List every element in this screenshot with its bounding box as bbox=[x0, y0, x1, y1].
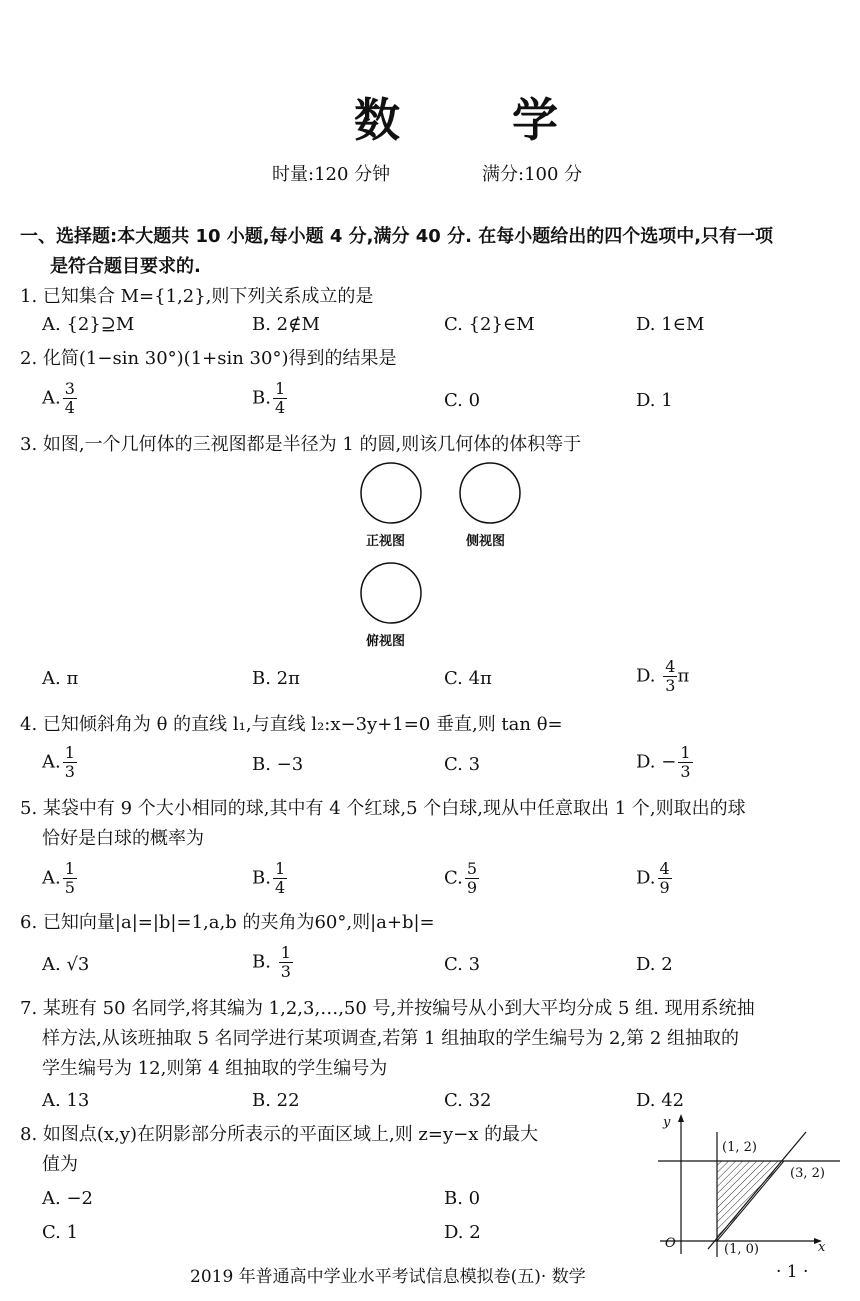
q1-option-b: B. 2∉M bbox=[252, 314, 320, 335]
front-view-label: 正视图 bbox=[366, 534, 406, 549]
section-heading-line1: 一、选择题:本大题共 10 小题,每小题 4 分,满分 40 分. 在每小题给出的四个选项中,只有一项 bbox=[20, 226, 774, 247]
origin-label: O bbox=[665, 1236, 676, 1251]
q3-stem: 3. 如图,一个几何体的三视图都是半径为 1 的圆,则该几何体的体积等于 bbox=[20, 434, 582, 455]
q5-stem-line1: 5. 某袋中有 9 个大小相同的球,其中有 4 个红球,5 个白球,现从中任意取出 1 个,则取出的球 bbox=[20, 798, 746, 819]
q6-option-d: D. 2 bbox=[636, 954, 673, 975]
q7-stem-line1: 7. 某班有 50 名同学,将其编为 1,2,3,…,50 号,并按编号从小到大平均分成 5 组. 现用系统抽 bbox=[20, 998, 755, 1019]
q2-option-d: D. 1 bbox=[636, 390, 673, 411]
q8-stem-line2: 值为 bbox=[42, 1154, 78, 1175]
q7-option-d: D. 42 bbox=[636, 1090, 685, 1111]
q2-option-a: A. $\frac{3}{4}$ bbox=[42, 379, 75, 417]
q1-option-c: C. {2}∈M bbox=[444, 314, 535, 335]
q4-stem: 4. 已知倾斜角为 θ 的直线 l₁,与直线 l₂:x−3y+1=0 垂直,则 tan θ= bbox=[20, 714, 563, 735]
q3-option-a: A. π bbox=[42, 668, 79, 689]
q2-option-c: C. 0 bbox=[444, 390, 481, 411]
q8-stem-line1: 8. 如图点(x,y)在阴影部分所表示的平面区域上,则 z=y−x 的最大 bbox=[20, 1124, 539, 1145]
side-view-circle bbox=[460, 463, 520, 523]
page-title: 数 学 bbox=[354, 93, 607, 147]
q6-stem: 6. 已知向量|a|=|b|=1,a,b 的夹角为60°,则|a+b|= bbox=[20, 912, 435, 933]
q2-stem: 2. 化简(1−sin 30°)(1+sin 30°)得到的结果是 bbox=[20, 348, 397, 369]
exam-score: 满分:100 分 bbox=[482, 164, 583, 185]
q7-stem-line2: 样方法,从该班抽取 5 名同学进行某项调查,若第 1 组抽取的学生编号为 2,第 2 组抽取的 bbox=[42, 1028, 740, 1049]
side-view-label: 侧视图 bbox=[466, 534, 506, 549]
q4-option-c: C. 3 bbox=[444, 754, 481, 775]
q8-option-c: C. 1 bbox=[42, 1222, 79, 1243]
front-view-circle bbox=[361, 463, 421, 523]
q4-option-a: A. $\frac{1}{3}$ bbox=[42, 743, 75, 781]
q1-option-d: D. 1∈M bbox=[636, 314, 705, 335]
q4-option-d: D. − $\frac{1}{3}$ bbox=[636, 743, 691, 781]
q7-option-a: A. 13 bbox=[42, 1090, 90, 1111]
q1-option-a: A. {2}⊇M bbox=[42, 314, 135, 335]
q6-option-b: B. $\frac{1}{3}$ bbox=[252, 943, 291, 981]
q7-option-c: C. 32 bbox=[444, 1090, 492, 1111]
section-heading-line2: 是符合题目要求的. bbox=[50, 256, 201, 277]
top-view-circle bbox=[361, 563, 421, 623]
footer-text: 2019 年普通高中学业水平考试信息模拟卷(五)· 数学 bbox=[190, 1267, 586, 1287]
top-view-label: 俯视图 bbox=[366, 634, 406, 649]
q3-option-b: B. 2π bbox=[252, 668, 300, 689]
q5-option-d: D. $\frac{4}{9}$ bbox=[636, 859, 670, 897]
exam-time: 时量:120 分钟 bbox=[272, 164, 391, 185]
q3-option-d: D. $\frac{4}{3}$ π bbox=[636, 657, 690, 695]
q8-option-b: B. 0 bbox=[444, 1188, 481, 1209]
point-label-3-2: (3, 2) bbox=[790, 1166, 825, 1181]
shaded-region bbox=[717, 1161, 784, 1241]
q1-stem: 1. 已知集合 M={1,2},则下列关系成立的是 bbox=[20, 286, 374, 307]
q2-option-b: B. $\frac{1}{4}$ bbox=[252, 379, 286, 417]
q5-option-c: C. $\frac{5}{9}$ bbox=[444, 859, 478, 897]
q5-option-a: A. $\frac{1}{5}$ bbox=[42, 859, 75, 897]
y-axis-label: y bbox=[663, 1115, 671, 1130]
x-axis-label: x bbox=[818, 1240, 826, 1255]
page-number: · 1 · bbox=[776, 1262, 809, 1282]
q6-option-a: A. √3 bbox=[42, 954, 90, 975]
q8-option-a: A. −2 bbox=[42, 1188, 93, 1209]
point-label-1-0: (1, 0) bbox=[724, 1242, 759, 1257]
q4-option-b: B. −3 bbox=[252, 754, 304, 775]
q5-stem-line2: 恰好是白球的概率为 bbox=[42, 828, 204, 849]
q6-option-c: C. 3 bbox=[444, 954, 481, 975]
q7-option-b: B. 22 bbox=[252, 1090, 300, 1111]
q5-option-b: B. $\frac{1}{4}$ bbox=[252, 859, 286, 897]
point-label-1-2: (1, 2) bbox=[722, 1140, 757, 1155]
q7-stem-line3: 学生编号为 12,则第 4 组抽取的学生编号为 bbox=[42, 1058, 388, 1079]
y-axis-arrow bbox=[678, 1114, 684, 1122]
q8-option-d: D. 2 bbox=[444, 1222, 481, 1243]
q3-option-c: C. 4π bbox=[444, 668, 492, 689]
